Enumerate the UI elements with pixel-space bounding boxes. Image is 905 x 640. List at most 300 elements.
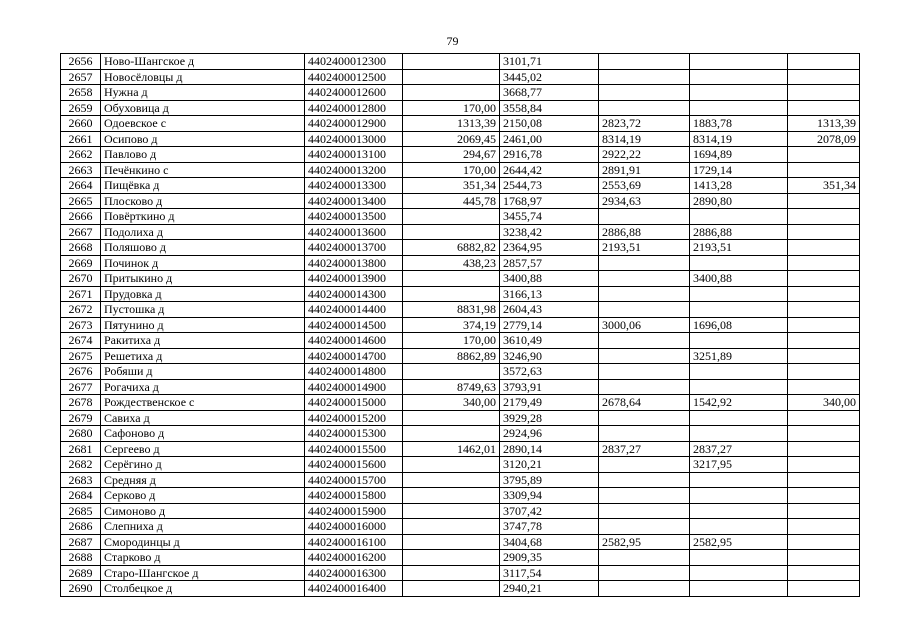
value-col-5	[788, 550, 860, 566]
value-col-3	[599, 271, 690, 287]
row-number: 2679	[61, 410, 101, 426]
value-col-1: 1462,01	[403, 441, 500, 457]
value-col-2: 3404,68	[500, 534, 599, 550]
value-col-3	[599, 85, 690, 101]
settlement-name: Серёгино д	[101, 457, 305, 473]
value-col-2: 3795,89	[500, 472, 599, 488]
value-col-4: 2582,95	[690, 534, 788, 550]
value-col-1	[403, 364, 500, 380]
value-col-5	[788, 441, 860, 457]
table-row	[61, 565, 860, 581]
value-col-1	[403, 472, 500, 488]
table-row	[61, 395, 860, 411]
table-row	[61, 255, 860, 271]
value-col-2: 2150,08	[500, 116, 599, 132]
settlement-name: Одоевское с	[101, 116, 305, 132]
value-col-5	[788, 534, 860, 550]
table-row	[61, 503, 860, 519]
settlement-name: Рождественское с	[101, 395, 305, 411]
value-col-3: 2823,72	[599, 116, 690, 132]
value-col-3: 2886,88	[599, 224, 690, 240]
value-col-3: 8314,19	[599, 131, 690, 147]
value-col-1	[403, 519, 500, 535]
value-col-5	[788, 565, 860, 581]
row-number: 2661	[61, 131, 101, 147]
value-col-4	[690, 379, 788, 395]
value-col-5	[788, 147, 860, 163]
settlement-name: Осипово д	[101, 131, 305, 147]
value-col-1: 445,78	[403, 193, 500, 209]
settlement-name: Пятунино д	[101, 317, 305, 333]
value-col-3	[599, 457, 690, 473]
okato-code: 4402400015700	[305, 472, 403, 488]
value-col-1: 8749,63	[403, 379, 500, 395]
value-col-3: 2837,27	[599, 441, 690, 457]
row-number: 2687	[61, 534, 101, 550]
value-col-2: 3668,77	[500, 85, 599, 101]
value-col-3	[599, 379, 690, 395]
okato-code: 4402400013100	[305, 147, 403, 163]
okato-code: 4402400012600	[305, 85, 403, 101]
value-col-5	[788, 54, 860, 70]
row-number: 2667	[61, 224, 101, 240]
value-col-3	[599, 69, 690, 85]
value-col-5	[788, 503, 860, 519]
value-col-1	[403, 565, 500, 581]
settlement-name: Слепниха д	[101, 519, 305, 535]
row-number: 2668	[61, 240, 101, 256]
value-col-3	[599, 581, 690, 597]
okato-code: 4402400013200	[305, 162, 403, 178]
row-number: 2658	[61, 85, 101, 101]
table-row	[61, 519, 860, 535]
value-col-5	[788, 302, 860, 318]
table-row	[61, 457, 860, 473]
value-col-2: 3309,94	[500, 488, 599, 504]
value-col-5: 351,34	[788, 178, 860, 194]
value-col-4: 1883,78	[690, 116, 788, 132]
value-col-4: 1542,92	[690, 395, 788, 411]
value-col-4	[690, 209, 788, 225]
settlement-name: Павлово д	[101, 147, 305, 163]
value-col-3	[599, 364, 690, 380]
settlement-name: Решетиха д	[101, 348, 305, 364]
table-row	[61, 85, 860, 101]
row-number: 2689	[61, 565, 101, 581]
okato-code: 4402400013800	[305, 255, 403, 271]
settlement-name: Поляшово д	[101, 240, 305, 256]
value-col-5	[788, 286, 860, 302]
table-row	[61, 348, 860, 364]
value-col-2: 2461,00	[500, 131, 599, 147]
value-col-4	[690, 503, 788, 519]
value-col-3: 2193,51	[599, 240, 690, 256]
value-col-3: 2922,22	[599, 147, 690, 163]
table-row	[61, 488, 860, 504]
settlement-name: Притыкино д	[101, 271, 305, 287]
value-col-5	[788, 193, 860, 209]
table-row	[61, 302, 860, 318]
value-col-5	[788, 224, 860, 240]
table-row	[61, 286, 860, 302]
value-col-2: 3101,71	[500, 54, 599, 70]
row-number: 2656	[61, 54, 101, 70]
row-number: 2670	[61, 271, 101, 287]
value-col-3	[599, 255, 690, 271]
table-row	[61, 364, 860, 380]
table-row	[61, 379, 860, 395]
value-col-1	[403, 457, 500, 473]
row-number: 2690	[61, 581, 101, 597]
value-col-4	[690, 550, 788, 566]
value-col-2: 2364,95	[500, 240, 599, 256]
settlement-name: Средняя д	[101, 472, 305, 488]
row-number: 2672	[61, 302, 101, 318]
settlement-name: Робяши д	[101, 364, 305, 380]
value-col-3	[599, 209, 690, 225]
settlement-name: Нужна д	[101, 85, 305, 101]
okato-code: 4402400012300	[305, 54, 403, 70]
table-row	[61, 426, 860, 442]
okato-code: 4402400016100	[305, 534, 403, 550]
row-number: 2673	[61, 317, 101, 333]
row-number: 2657	[61, 69, 101, 85]
settlement-name: Ракитиха д	[101, 333, 305, 349]
table-row	[61, 441, 860, 457]
okato-code: 4402400015800	[305, 488, 403, 504]
value-col-4: 3217,95	[690, 457, 788, 473]
value-col-4: 1694,89	[690, 147, 788, 163]
table-row	[61, 131, 860, 147]
okato-code: 4402400015300	[305, 426, 403, 442]
value-col-3	[599, 286, 690, 302]
value-col-1: 170,00	[403, 162, 500, 178]
value-col-1: 2069,45	[403, 131, 500, 147]
settlement-name: Сергеево д	[101, 441, 305, 457]
value-col-3: 2582,95	[599, 534, 690, 550]
row-number: 2684	[61, 488, 101, 504]
table-row	[61, 410, 860, 426]
okato-code: 4402400016300	[305, 565, 403, 581]
value-col-3	[599, 503, 690, 519]
value-col-3	[599, 333, 690, 349]
value-col-2: 3238,42	[500, 224, 599, 240]
value-col-2: 3120,21	[500, 457, 599, 473]
value-col-4	[690, 519, 788, 535]
value-col-2: 3455,74	[500, 209, 599, 225]
table-row	[61, 240, 860, 256]
table-row	[61, 116, 860, 132]
value-col-2: 2940,21	[500, 581, 599, 597]
value-col-1	[403, 224, 500, 240]
value-col-2: 2544,73	[500, 178, 599, 194]
value-col-1	[403, 85, 500, 101]
settlement-name: Старково д	[101, 550, 305, 566]
table-row	[61, 271, 860, 287]
value-col-4: 2193,51	[690, 240, 788, 256]
value-col-2: 2857,57	[500, 255, 599, 271]
okato-code: 4402400014900	[305, 379, 403, 395]
row-number: 2663	[61, 162, 101, 178]
okato-code: 4402400013600	[305, 224, 403, 240]
table-row	[61, 534, 860, 550]
table-row	[61, 472, 860, 488]
table-row	[61, 333, 860, 349]
value-col-1	[403, 581, 500, 597]
row-number: 2675	[61, 348, 101, 364]
value-col-1: 1313,39	[403, 116, 500, 132]
value-col-5	[788, 348, 860, 364]
table-row	[61, 100, 860, 116]
okato-code: 4402400016200	[305, 550, 403, 566]
settlement-name: Старо-Шангское д	[101, 565, 305, 581]
okato-code: 4402400013400	[305, 193, 403, 209]
okato-code: 4402400012900	[305, 116, 403, 132]
value-col-5	[788, 333, 860, 349]
okato-code: 4402400015500	[305, 441, 403, 457]
value-col-5: 340,00	[788, 395, 860, 411]
okato-code: 4402400015200	[305, 410, 403, 426]
value-col-4: 3251,89	[690, 348, 788, 364]
row-number: 2688	[61, 550, 101, 566]
value-col-5	[788, 519, 860, 535]
table-row	[61, 209, 860, 225]
okato-code: 4402400013700	[305, 240, 403, 256]
row-number: 2686	[61, 519, 101, 535]
value-col-1: 294,67	[403, 147, 500, 163]
value-col-4: 3400,88	[690, 271, 788, 287]
value-col-5	[788, 85, 860, 101]
table-row	[61, 193, 860, 209]
value-col-2: 3445,02	[500, 69, 599, 85]
value-col-2: 3610,49	[500, 333, 599, 349]
value-col-4	[690, 426, 788, 442]
value-col-2: 2179,49	[500, 395, 599, 411]
value-col-3: 3000,06	[599, 317, 690, 333]
value-col-2: 3707,42	[500, 503, 599, 519]
value-col-3	[599, 488, 690, 504]
page-number: 79	[446, 34, 459, 48]
table-row	[61, 581, 860, 597]
value-col-5	[788, 379, 860, 395]
value-col-4	[690, 100, 788, 116]
row-number: 2674	[61, 333, 101, 349]
value-col-2: 2890,14	[500, 441, 599, 457]
settlement-name: Починок д	[101, 255, 305, 271]
row-number: 2685	[61, 503, 101, 519]
okato-code: 4402400014600	[305, 333, 403, 349]
row-number: 2669	[61, 255, 101, 271]
value-col-2: 3246,90	[500, 348, 599, 364]
value-col-5	[788, 426, 860, 442]
okato-code: 4402400014800	[305, 364, 403, 380]
value-col-5	[788, 162, 860, 178]
value-col-4: 8314,19	[690, 131, 788, 147]
settlement-name: Подолиха д	[101, 224, 305, 240]
value-col-1	[403, 550, 500, 566]
settlement-name: Сафоново д	[101, 426, 305, 442]
value-col-1: 170,00	[403, 333, 500, 349]
value-col-3	[599, 410, 690, 426]
okato-code: 4402400013500	[305, 209, 403, 225]
value-col-2: 3793,91	[500, 379, 599, 395]
value-col-3	[599, 54, 690, 70]
row-number: 2681	[61, 441, 101, 457]
value-col-2: 2779,14	[500, 317, 599, 333]
value-col-1	[403, 503, 500, 519]
settlement-name: Печёнкино с	[101, 162, 305, 178]
value-col-5	[788, 209, 860, 225]
value-col-4: 1729,14	[690, 162, 788, 178]
okato-code: 4402400014700	[305, 348, 403, 364]
table-row	[61, 317, 860, 333]
value-col-5	[788, 255, 860, 271]
value-col-4	[690, 69, 788, 85]
row-number: 2683	[61, 472, 101, 488]
value-col-4	[690, 54, 788, 70]
value-col-4	[690, 488, 788, 504]
value-col-1: 170,00	[403, 100, 500, 116]
value-col-2: 3747,78	[500, 519, 599, 535]
value-col-5	[788, 472, 860, 488]
value-col-4: 2890,80	[690, 193, 788, 209]
value-col-4: 2886,88	[690, 224, 788, 240]
okato-code: 4402400012800	[305, 100, 403, 116]
row-number: 2678	[61, 395, 101, 411]
row-number: 2659	[61, 100, 101, 116]
value-col-4	[690, 286, 788, 302]
value-col-2: 2909,35	[500, 550, 599, 566]
value-col-4	[690, 255, 788, 271]
settlement-name: Повёрткино д	[101, 209, 305, 225]
value-col-1: 6882,82	[403, 240, 500, 256]
value-col-4	[690, 302, 788, 318]
value-col-2: 3558,84	[500, 100, 599, 116]
settlement-name: Пищёвка д	[101, 178, 305, 194]
value-col-1	[403, 209, 500, 225]
table-row	[61, 550, 860, 566]
value-col-2: 3929,28	[500, 410, 599, 426]
value-col-5	[788, 69, 860, 85]
value-col-4	[690, 565, 788, 581]
value-col-3: 2934,63	[599, 193, 690, 209]
value-col-2: 3166,13	[500, 286, 599, 302]
row-number: 2677	[61, 379, 101, 395]
row-number: 2664	[61, 178, 101, 194]
settlement-name: Смородинцы д	[101, 534, 305, 550]
settlement-name: Савиха д	[101, 410, 305, 426]
value-col-5	[788, 581, 860, 597]
value-col-3: 2553,69	[599, 178, 690, 194]
okato-code: 4402400015600	[305, 457, 403, 473]
value-col-3	[599, 348, 690, 364]
value-col-1	[403, 488, 500, 504]
value-col-1: 340,00	[403, 395, 500, 411]
table-row	[61, 147, 860, 163]
settlements-table	[60, 53, 860, 597]
row-number: 2666	[61, 209, 101, 225]
value-col-4	[690, 333, 788, 349]
settlement-name: Обуховица д	[101, 100, 305, 116]
value-col-3	[599, 550, 690, 566]
value-col-2: 3400,88	[500, 271, 599, 287]
row-number: 2662	[61, 147, 101, 163]
okato-code: 4402400013900	[305, 271, 403, 287]
row-number: 2660	[61, 116, 101, 132]
value-col-1	[403, 271, 500, 287]
value-col-5	[788, 240, 860, 256]
value-col-4	[690, 85, 788, 101]
value-col-1	[403, 534, 500, 550]
row-number: 2682	[61, 457, 101, 473]
value-col-4	[690, 472, 788, 488]
value-col-4	[690, 364, 788, 380]
value-col-1	[403, 286, 500, 302]
value-col-3	[599, 302, 690, 318]
settlement-name: Столбецкое д	[101, 581, 305, 597]
row-number: 2680	[61, 426, 101, 442]
value-col-5: 2078,09	[788, 131, 860, 147]
value-col-1: 438,23	[403, 255, 500, 271]
value-col-3	[599, 519, 690, 535]
value-col-2: 2604,43	[500, 302, 599, 318]
okato-code: 4402400015900	[305, 503, 403, 519]
settlement-name: Плосково д	[101, 193, 305, 209]
value-col-2: 3572,63	[500, 364, 599, 380]
settlement-name: Симоново д	[101, 503, 305, 519]
okato-code: 4402400016000	[305, 519, 403, 535]
value-col-4	[690, 410, 788, 426]
okato-code: 4402400013300	[305, 178, 403, 194]
row-number: 2676	[61, 364, 101, 380]
value-col-5	[788, 488, 860, 504]
settlement-name: Серково д	[101, 488, 305, 504]
okato-code: 4402400015000	[305, 395, 403, 411]
table-row	[61, 178, 860, 194]
value-col-5	[788, 364, 860, 380]
value-col-1: 351,34	[403, 178, 500, 194]
value-col-4: 2837,27	[690, 441, 788, 457]
value-col-2: 2916,78	[500, 147, 599, 163]
value-col-3	[599, 472, 690, 488]
value-col-3: 2678,64	[599, 395, 690, 411]
okato-code: 4402400014400	[305, 302, 403, 318]
okato-code: 4402400016400	[305, 581, 403, 597]
value-col-2: 3117,54	[500, 565, 599, 581]
value-col-5	[788, 317, 860, 333]
row-number: 2665	[61, 193, 101, 209]
value-col-5	[788, 100, 860, 116]
value-col-2: 2644,42	[500, 162, 599, 178]
okato-code: 4402400014500	[305, 317, 403, 333]
value-col-2: 2924,96	[500, 426, 599, 442]
value-col-5	[788, 271, 860, 287]
value-col-1: 8831,98	[403, 302, 500, 318]
value-col-1	[403, 69, 500, 85]
table-row	[61, 69, 860, 85]
okato-code: 4402400013000	[305, 131, 403, 147]
value-col-5: 1313,39	[788, 116, 860, 132]
value-col-3	[599, 426, 690, 442]
okato-code: 4402400014300	[305, 286, 403, 302]
value-col-1	[403, 54, 500, 70]
value-col-1	[403, 426, 500, 442]
value-col-3	[599, 565, 690, 581]
value-col-5	[788, 457, 860, 473]
value-col-3	[599, 100, 690, 116]
value-col-4: 1413,28	[690, 178, 788, 194]
value-col-1	[403, 410, 500, 426]
